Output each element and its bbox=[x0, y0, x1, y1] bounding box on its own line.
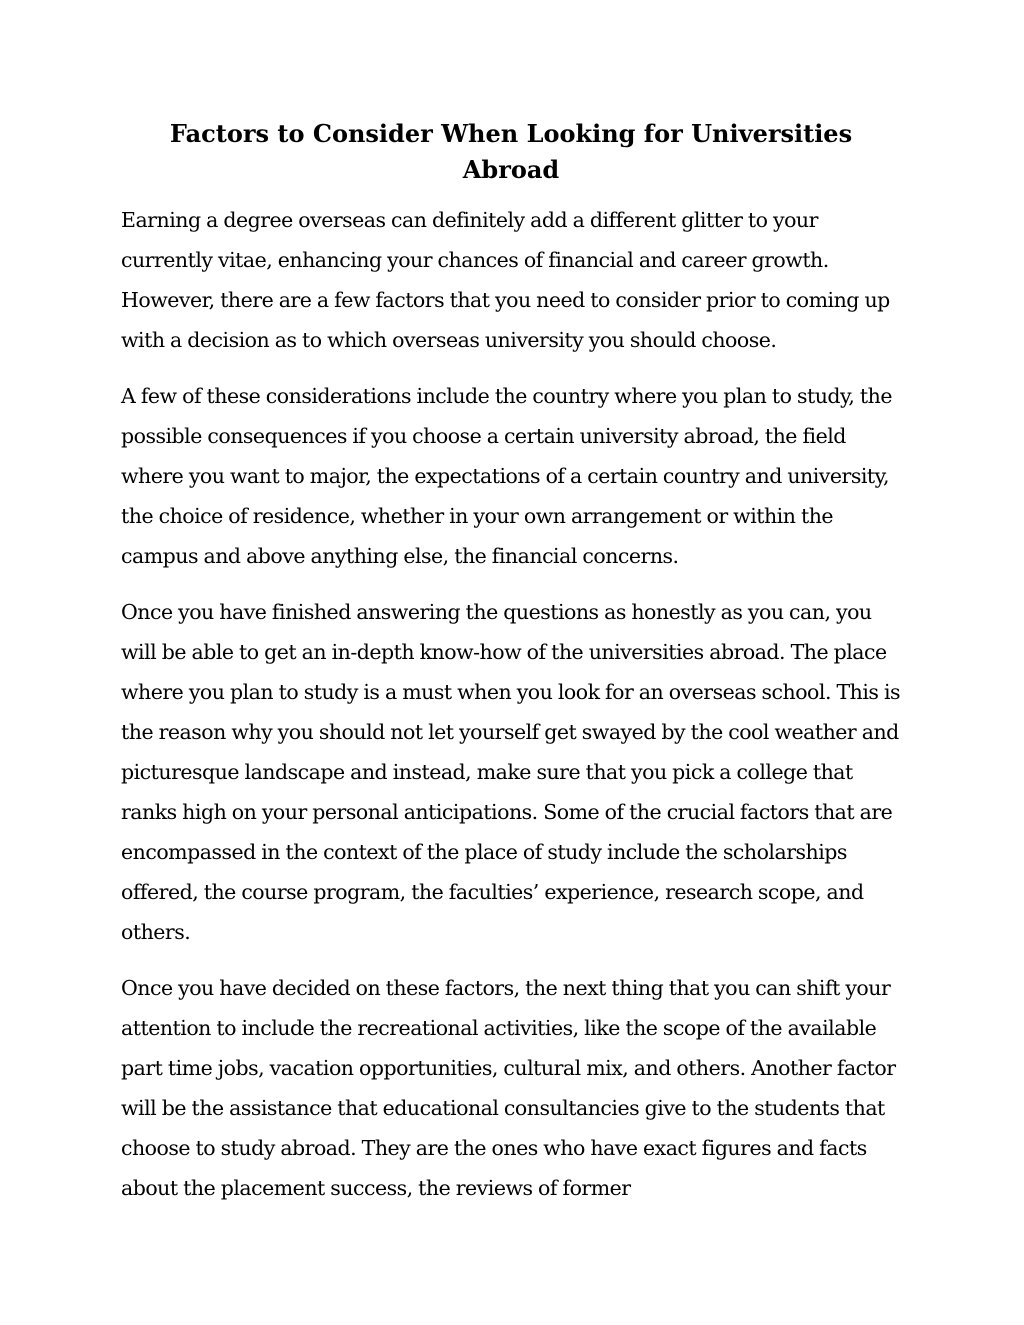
paragraph-1: Earning a degree overseas can definitely add a different glitter to your currently vitae, enhancing your chances of financial and career growth. However, there are a few factors that you need to consider prior to coming up with a decision as to which overseas university you should choose. bbox=[121, 208, 890, 352]
document-title: Factors to Consider When Looking for Universities Abroad bbox=[169, 119, 853, 184]
paragraph-2: A few of these considerations include the country where you plan to study, the possible consequences if you choose a certain university abroad, the field where you want to major, the expectations of a certain country and university, the choice of residence, whether in your own arrangement or within the campus and above anything else, the financial concerns. bbox=[121, 384, 893, 568]
paragraph-4: Once you have decided on these factors, the next thing that you can shift your attention to include the recreational activities, like the scope of the available part time jobs, vacation opportunities, cultural mix, and others. Another factor will be the assistance that educational consultancies give to the students that choose to study abroad. They are the ones who have exact figures and facts about the placement success, the reviews of former bbox=[121, 976, 896, 1200]
paragraph-3: Once you have finished answering the questions as honestly as you can, you will be able to get an in-depth know-how of the universities abroad. The place where you plan to study is a must when you look for an overseas school. This is the reason why you should not let yourself get swayed by the cool weather and picturesque landscape and instead, make sure that you pick a college that ranks high on your personal anticipations. Some of the crucial factors that are encompassed in the context of the place of study include the scholarships offered, the course program, the faculties’ experience, research scope, and others. bbox=[121, 600, 901, 944]
document-body bbox=[121, 200, 906, 1224]
